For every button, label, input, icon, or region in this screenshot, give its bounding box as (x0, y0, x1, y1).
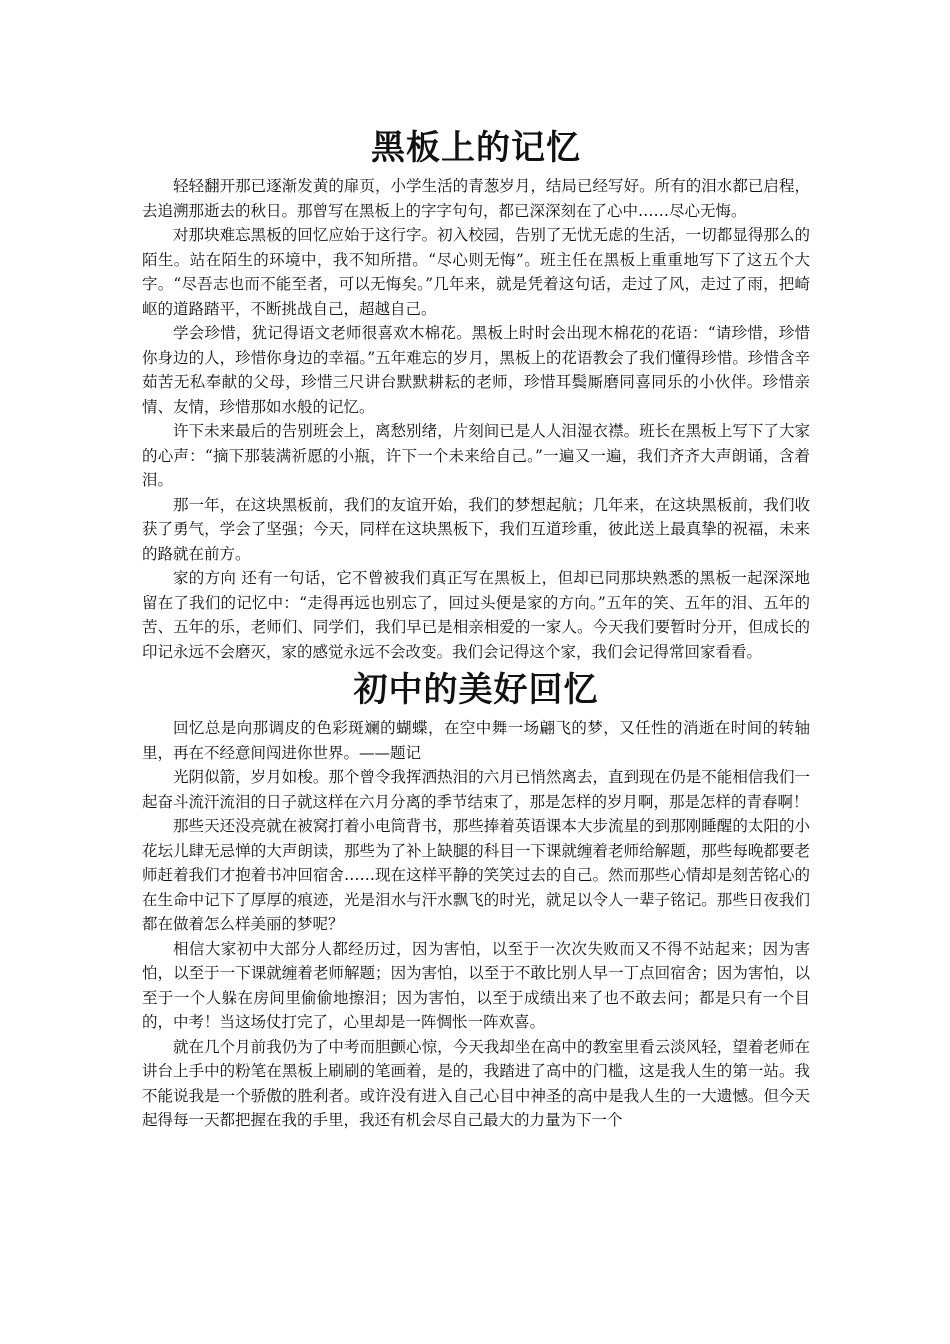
document-page (142, 128, 810, 1133)
paragraph: 那些天还没亮就在被窝打着小电筒背书，那些捧着英语课本大步流星的到那刚睡醒的太阳的小花坛儿肆无忌惮的大声朗读，那些为了补上缺腿的科目一下课就缠着老师给解题，那些每晚都要老师赶着我们才抱着书冲回宿舍……现在这样平静的笑笑过去的自己。然而那些心情却是刻苦铭心的在生命中记下了厚厚的痕迹，光是泪水与汗水飘飞的时光，就足以令人一辈子铭记。那些日夜我们都在做着怎么样美丽的梦呢？ (142, 817, 810, 933)
paragraph: 对那块难忘黑板的回忆应始于这行字。初入校园，告别了无忧无虑的生活，一切都显得那么的陌生。站在陌生的环境中，我不知所措。“尽心则无悔”。班主任在黑板上重重地写下了这五个大字。“尽吾志也而不能至者，可以无悔矣。”几年来，就是凭着这句话，走过了风，走过了雨，把崎岖的道路踏平，不断挑战自己，超越自己。 (142, 226, 810, 318)
essay-title-junior-high: 初中的美好回忆 (353, 670, 599, 710)
paragraph: 许下未来最后的告别班会上，离愁别绪，片刻间已是人人泪湿衣襟。班长在黑板上写下了大家的心声：“摘下那装满祈愿的小瓶，许下一个未来给自己。”一遍又一遍，我们齐齐大声朗诵，含着泪。 (142, 422, 810, 489)
paragraph: 轻轻翻开那已逐渐发黄的扉页，小学生活的青葱岁月，结局已经写好。所有的泪水都已启程，去追溯那逝去的秋日。那曾写在黑板上的字字句句，都已深深刻在了心中……尽心无悔。 (142, 177, 810, 220)
paragraph: 光阴似箭，岁月如梭。那个曾令我挥洒热泪的六月已悄然离去，直到现在仍是不能相信我们一起奋斗流汗流泪的日子就这样在六月分离的季节结束了，那是怎样的岁月啊，那是怎样的青春啊！ (142, 768, 810, 811)
paragraph: 相信大家初中大部分人都经历过，因为害怕，以至于一次次失败而又不得不站起来；因为害怕，以至于一下课就缠着老师解题；因为害怕，以至于不敢比别人早一丁点回宿舍；因为害怕，以至于一个人躲在房间里偷偷地擦泪；因为害怕，以至于成绩出来了也不敢去问；都是只有一个目的，中考！当这场仗打完了，心里却是一阵惆怅一阵欢喜。 (142, 939, 810, 1031)
paragraph: 家的方向 还有一句话，它不曾被我们真正写在黑板上，但却已同那块熟悉的黑板一起深深地留在了我们的记忆中：“走得再远也别忘了，回过头便是家的方向。”五年的笑、五年的泪、五年的苦、五年的乐，老师们、同学们，我们早已是相亲相爱的一家人。今天我们要暂时分开，但成长的印记永远不会磨灭，家的感觉永远不会改变。我们会记得这个家，我们会记得常回家看看。 (142, 569, 810, 661)
essay-title-blackboard: 黑板上的记忆 (371, 128, 581, 168)
paragraph: 那一年，在这块黑板前，我们的友谊开始，我们的梦想起航；几年来，在这块黑板前，我们收获了勇气，学会了坚强；今天，同样在这块黑板下，我们互道珍重，彼此送上最真挚的祝福，未来的路就在前方。 (142, 495, 810, 563)
paragraph: 就在几个月前我仍为了中考而胆颤心惊，今天我却坐在高中的教室里看云淡风轻，望着老师在讲台上手中的粉笔在黑板上刷刷的笔画着，是的，我踏进了高中的门槛，这是我人生的第一站。我不能说我是一个骄傲的胜利者。或许没有进入自己心目中神圣的高中是我人生的一大遗憾。但今天起得每一天都把握在我的手里，我还有机会尽自己最大的力量为下一个 (142, 1037, 810, 1129)
paragraph: 回忆总是向那调皮的色彩斑斓的蝴蝶，在空中舞一场翩飞的梦，又任性的消逝在时间的转轴里，再在不经意间闯进你世界。——题记 (142, 719, 810, 762)
paragraph: 学会珍惜，犹记得语文老师很喜欢木棉花。黑板上时时会出现木棉花的花语：“请珍惜，珍惜你身边的人，珍惜你身边的幸福。”五年难忘的岁月，黑板上的花语教会了我们懂得珍惜。珍惜含辛茹苦无私奉献的父母，珍惜三尺讲台默默耕耘的老师，珍惜耳鬓厮磨同喜同乐的小伙伴。珍惜亲情、友情，珍惜那如水般的记忆。 (142, 324, 810, 416)
